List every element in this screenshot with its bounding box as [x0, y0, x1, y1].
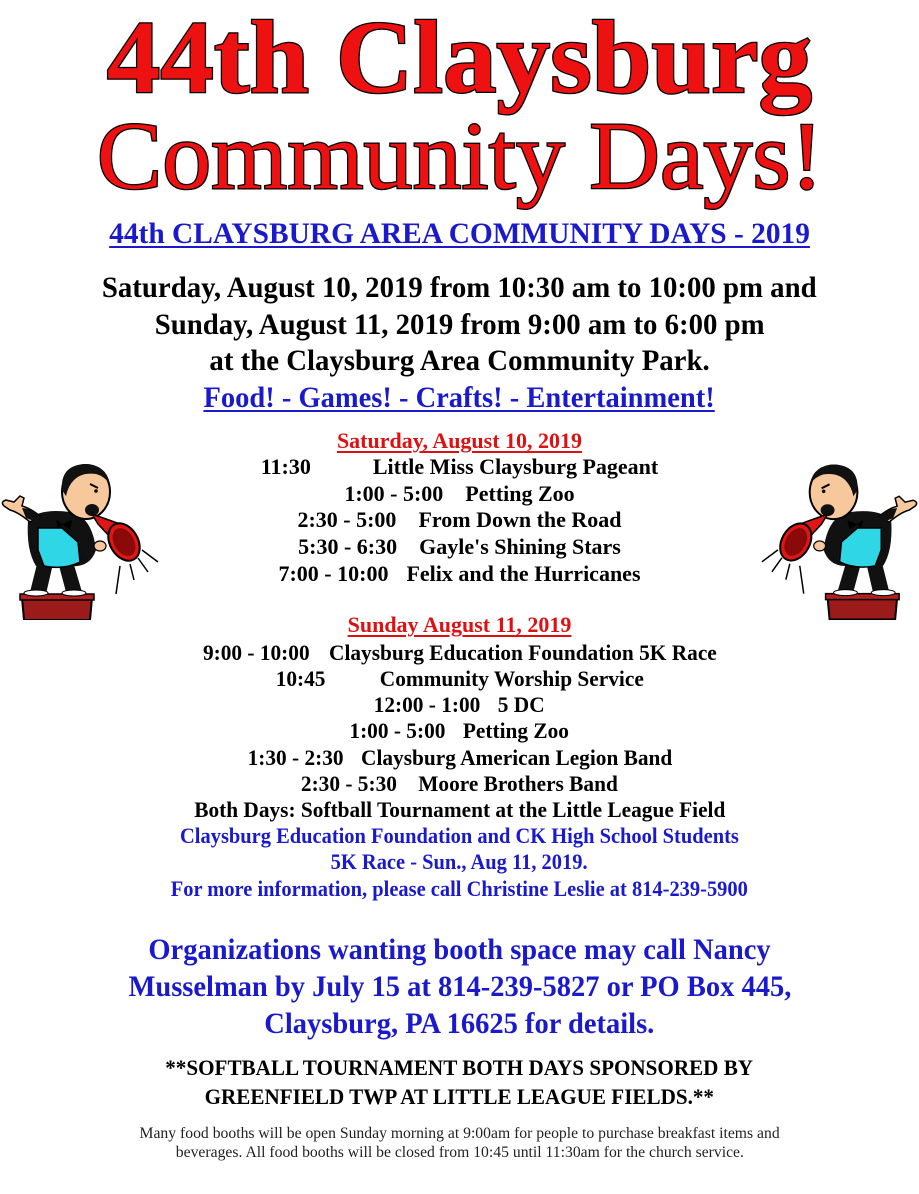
schedule-row: 11:30 Little Miss Claysburg Pageant	[260, 454, 659, 479]
booth-line-3: Claysburg, PA 16625 for details.	[264, 1007, 655, 1040]
schedule-row: 10:45 Community Worship Service	[275, 666, 644, 691]
event-subtitle: 44th CLAYSBURG AREA COMMUNITY DAYS - 2019	[109, 217, 810, 250]
saturday-heading: Saturday, August 10, 2019	[336, 428, 583, 453]
schedule-row: 1:00 - 5:00 Petting Zoo	[349, 718, 570, 743]
booth-line-2: Musselman by July 15 at 814-239-5827 or PO Box 445,	[128, 970, 791, 1003]
dates-line-1: Saturday, August 10, 2019 from 10:30 am to 10:00 pm and	[102, 271, 817, 304]
schedule-row: 12:00 - 1:00 5 DC	[374, 692, 545, 717]
poster-title-line1: 44th Claysburg	[106, 0, 813, 115]
schedule-row: 5:30 - 6:30 Gayle's Shining Stars	[298, 534, 621, 559]
race-contact-line: For more information, please call Christine Leslie at 814-239-5900	[170, 876, 749, 901]
schedule-row: 1:00 - 5:00 Petting Zoo	[344, 481, 575, 506]
schedule-row: 2:30 - 5:30 Moore Brothers Band	[301, 771, 618, 796]
man-with-megaphone-icon	[0, 450, 160, 620]
schedule-row: 2:30 - 5:00 From Down the Road	[297, 507, 622, 532]
dates-line-2: Sunday, August 11, 2019 from 9:00 am to 6:00 pm	[154, 308, 765, 341]
both-days-note: Both Days: Softball Tournament at the Little League Field	[193, 797, 726, 822]
footnote-line-1: Many food booths will be open Sunday morning at 9:00am for people to purchase breakfast items and	[139, 1125, 780, 1142]
poster-title-line2: Community Days!	[96, 102, 823, 209]
softball-sponsor-line-1: **SOFTBALL TOURNAMENT BOTH DAYS SPONSORED BY	[165, 1055, 754, 1080]
softball-sponsor-line-2: GREENFIELD TWP AT LITTLE LEAGUE FIELDS.**	[204, 1084, 715, 1109]
sunday-heading: Sunday August 11, 2019	[347, 612, 572, 637]
schedule-row: 9:00 - 10:00 Claysburg Education Foundation 5K Race	[202, 640, 717, 665]
schedule-row: 1:30 - 2:30 Claysburg American Legion Band	[247, 745, 672, 770]
footnote-line-2: beverages. All food booths will be closed from 10:45 until 11:30am for the church service.	[175, 1144, 744, 1161]
schedule-row: 7:00 - 10:00 Felix and the Hurricanes	[278, 561, 641, 586]
tagline: Food! - Games! - Crafts! - Entertainment!	[203, 381, 716, 414]
race-info-line-1: Claysburg Education Foundation and CK High School Students	[180, 823, 739, 848]
booth-line-1: Organizations wanting booth space may call Nancy	[148, 933, 771, 966]
race-info-line-2: 5K Race - Sun., Aug 11, 2019.	[331, 849, 588, 874]
location-line: at the Claysburg Area Community Park.	[209, 344, 710, 377]
man-with-megaphone-icon	[760, 450, 919, 620]
